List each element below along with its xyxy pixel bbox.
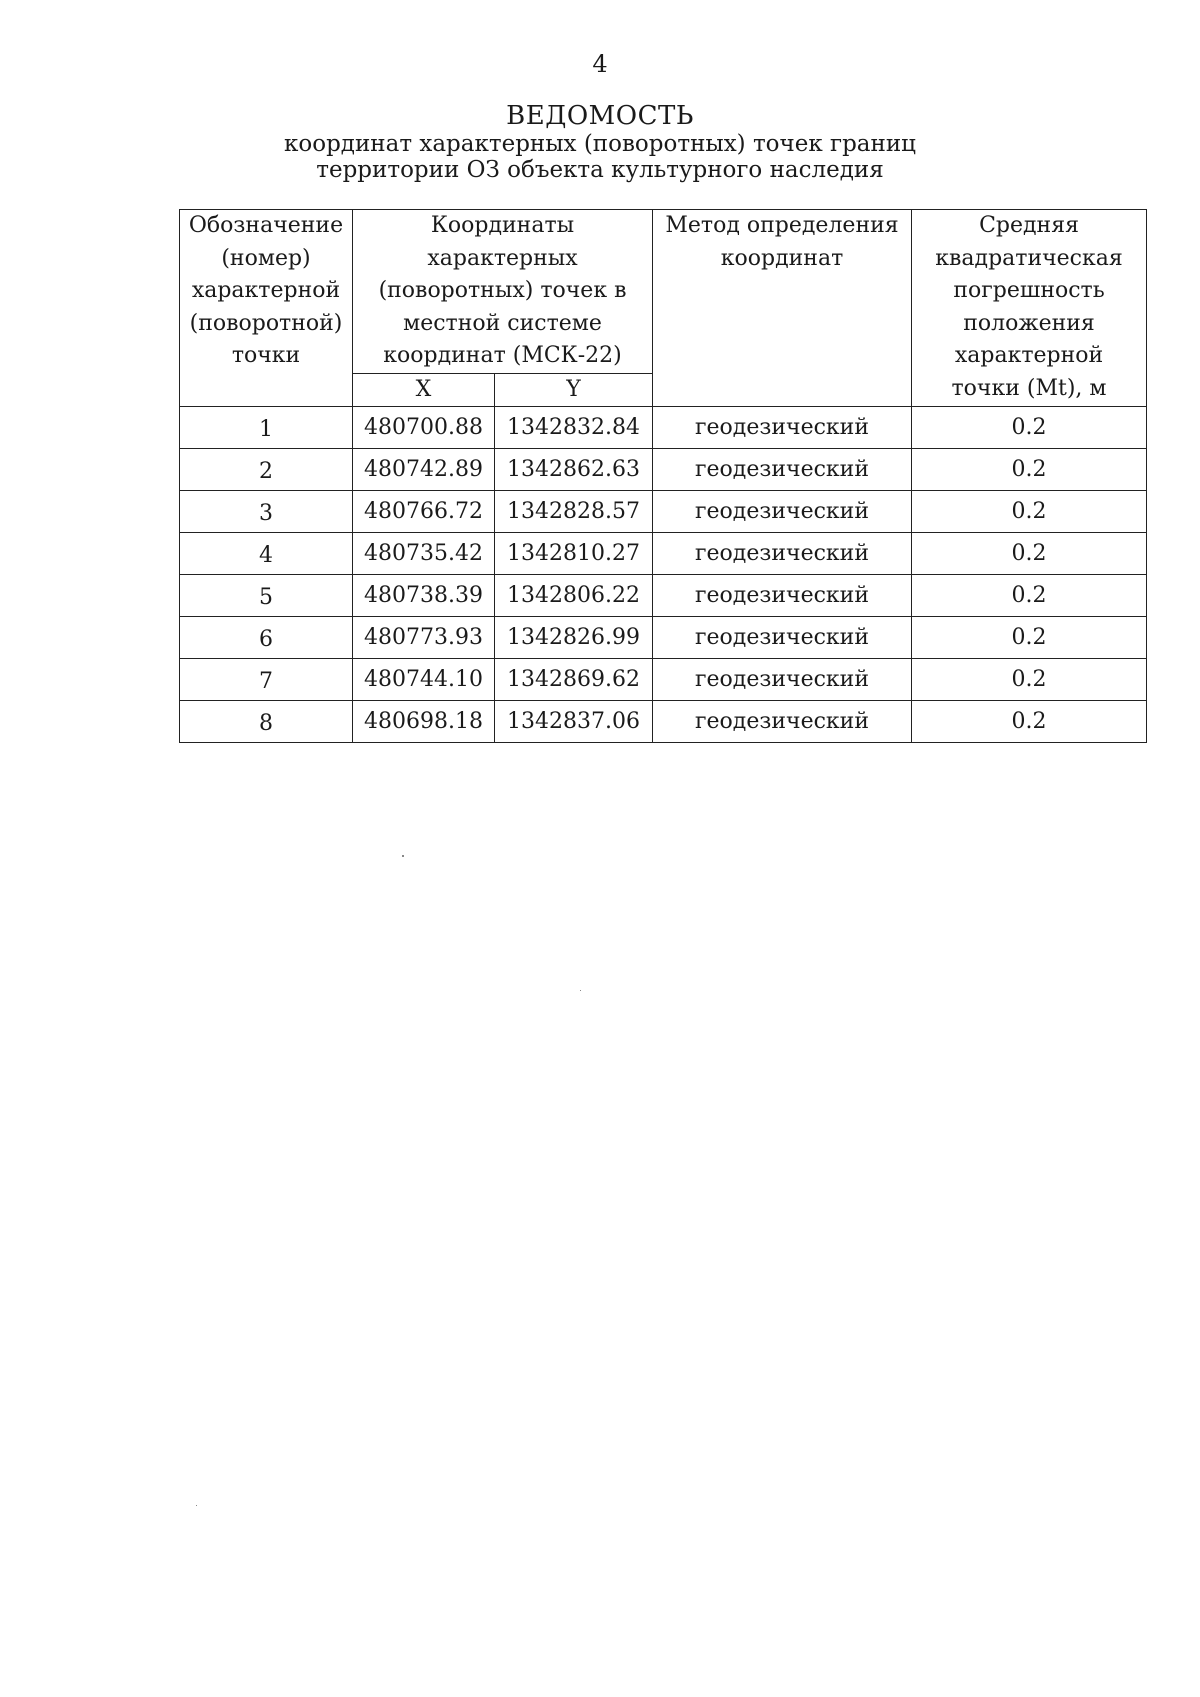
- cell-x: 480698.18: [353, 700, 495, 742]
- header-point-line: (поворотной): [189, 310, 343, 336]
- header-point-line: (номер): [221, 245, 311, 271]
- cell-method: геодезический: [653, 448, 912, 490]
- cell-mt: 0.2: [912, 616, 1147, 658]
- table-row: [180, 574, 1147, 616]
- header-method-line: Метод определения: [665, 213, 899, 238]
- cell-mt: 0.2: [912, 490, 1147, 532]
- cell-mt: 0.2: [912, 574, 1147, 616]
- cell-point-number: 8: [180, 700, 353, 742]
- cell-y: 1342837.06: [495, 700, 653, 742]
- cell-mt: 0.2: [912, 406, 1147, 448]
- table-row: [180, 532, 1147, 574]
- header-coordinates-line: координат (МСК-22): [383, 343, 622, 368]
- header-error-line: Средняя: [979, 213, 1079, 238]
- scan-speck: [196, 1505, 197, 1506]
- header-x: X: [353, 373, 495, 406]
- header-error-line: положения: [963, 310, 1095, 336]
- cell-y: 1342806.22: [495, 574, 653, 616]
- cell-point-number: 6: [180, 616, 353, 658]
- cell-y: 1342828.57: [495, 490, 653, 532]
- header-point-line: характерной: [191, 278, 341, 303]
- cell-x: 480766.72: [353, 490, 495, 532]
- cell-y: 1342826.99: [495, 616, 653, 658]
- title-block: [0, 101, 1200, 183]
- page-number: 4: [592, 50, 608, 78]
- cell-y: 1342810.27: [495, 532, 653, 574]
- cell-mt: 0.2: [912, 448, 1147, 490]
- cell-point-number: 2: [180, 448, 353, 490]
- cell-y: 1342862.63: [495, 448, 653, 490]
- cell-x: 480700.88: [353, 406, 495, 448]
- cell-point-number: 3: [180, 490, 353, 532]
- header-y: Y: [495, 373, 653, 406]
- scan-speck: [580, 990, 581, 991]
- document-title: ВЕДОМОСТЬ: [506, 101, 694, 131]
- table-row: [180, 700, 1147, 742]
- header-method: [653, 210, 912, 407]
- coordinates-table: [179, 209, 1147, 743]
- document-subtitle-line-2: территории ОЗ объекта культурного наследия: [316, 157, 884, 183]
- cell-method: геодезический: [653, 574, 912, 616]
- cell-method: геодезический: [653, 532, 912, 574]
- scan-speck: [402, 855, 404, 857]
- cell-y: 1342869.62: [495, 658, 653, 700]
- document-subtitle-line-1: координат характерных (поворотных) точек границ: [284, 131, 916, 157]
- table-row: [180, 616, 1147, 658]
- header-error-line: точки (Mt), м: [951, 375, 1107, 401]
- header-point-designation: [180, 210, 353, 407]
- cell-mt: 0.2: [912, 532, 1147, 574]
- cell-method: геодезический: [653, 700, 912, 742]
- cell-method: геодезический: [653, 616, 912, 658]
- cell-method: геодезический: [653, 490, 912, 532]
- cell-method: геодезический: [653, 406, 912, 448]
- cell-mt: 0.2: [912, 700, 1147, 742]
- cell-mt: 0.2: [912, 658, 1147, 700]
- header-mean-square-error: [912, 210, 1147, 407]
- cell-method: геодезический: [653, 658, 912, 700]
- header-coordinates-line: характерных: [427, 245, 578, 271]
- cell-point-number: 5: [180, 574, 353, 616]
- table-row: [180, 448, 1147, 490]
- cell-x: 480773.93: [353, 616, 495, 658]
- table-row: [180, 658, 1147, 700]
- header-error-line: характерной: [954, 343, 1104, 368]
- cell-point-number: 4: [180, 532, 353, 574]
- cell-point-number: 7: [180, 658, 353, 700]
- table-row: [180, 406, 1147, 448]
- cell-point-number: 1: [180, 406, 353, 448]
- cell-x: 480742.89: [353, 448, 495, 490]
- header-coordinates-line: местной системе: [403, 310, 602, 336]
- header-point-line: точки: [231, 343, 301, 368]
- header-error-line: погрешность: [953, 278, 1105, 303]
- table-row: [180, 490, 1147, 532]
- header-point-line: Обозначение: [188, 213, 344, 238]
- cell-x: 480735.42: [353, 532, 495, 574]
- header-error-line: квадратическая: [935, 245, 1123, 271]
- cell-x: 480744.10: [353, 658, 495, 700]
- header-coordinates-line: Координаты: [430, 213, 575, 238]
- header-coordinates: [353, 210, 653, 374]
- header-coordinates-line: (поворотных) точек в: [378, 278, 627, 303]
- cell-x: 480738.39: [353, 574, 495, 616]
- header-method-line: координат: [720, 245, 844, 271]
- cell-y: 1342832.84: [495, 406, 653, 448]
